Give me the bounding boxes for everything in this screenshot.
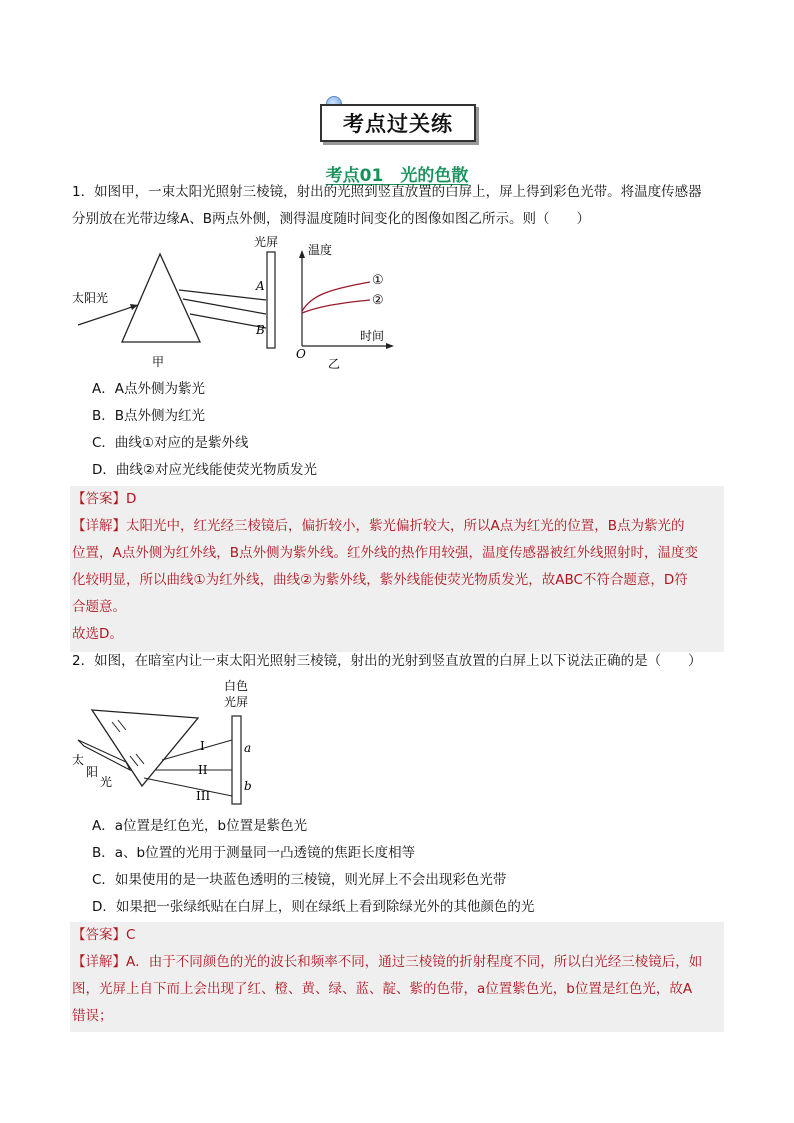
page-title: 考点过关练 [320, 104, 476, 142]
q1-answer: 【答案】D [72, 491, 137, 507]
sun-label-3: 光 [100, 775, 113, 789]
screen-label-1: 白色 [224, 679, 249, 693]
curve-1-label: ① [372, 273, 384, 288]
q2-answer: 【答案】C [72, 927, 136, 943]
point-a-label: a [244, 741, 252, 755]
q1-option-c[interactable]: C．曲线①对应的是紫外线 [92, 435, 249, 451]
ray-2-label: II [198, 763, 208, 777]
q1-figure-graph [290, 236, 400, 372]
figure-jia-label: 甲 [152, 355, 165, 369]
q1-detail-line-5: 故选D。 [72, 626, 123, 642]
x-axis-label: 时间 [360, 329, 385, 343]
q1-detail-line-1: 【详解】太阳光中，红光经三棱镜后，偏折较小，紫光偏折较大，所以A点为红光的位置，B点为紫光的 [72, 518, 685, 534]
q1-figure-prism [72, 232, 282, 372]
q2-detail-line-3: 错误； [72, 1008, 113, 1024]
q2-option-b[interactable]: B．a、b位置的光用于测量同一凸透镜的焦距长度相等 [92, 845, 416, 861]
origin-label: O [296, 347, 306, 361]
point-b-label: B [256, 323, 265, 337]
figure-yi-label: 乙 [328, 357, 341, 371]
q2-detail-line-2: 图，光屏上自下而上会出现了红、橙、黄、绿、蓝、靛、紫的色带，a位置紫色光，b位置是红色光，故A [72, 981, 693, 997]
section-heading: 考点01 光的色散 [325, 166, 469, 186]
screen-label-2: 光屏 [224, 695, 249, 709]
q1-option-d[interactable]: D．曲线②对应光线能使荧光物质发光 [92, 462, 317, 478]
point-b-label: b [244, 779, 252, 793]
q1-detail-line-2: 位置，A点外侧为红外线，B点外侧为紫外线。红外线的热作用较强，温度传感器被红外线照射时，温度变 [72, 545, 698, 561]
sun-label-1: 太 [72, 753, 85, 767]
q1-stem-line-2: 分别放在光带边缘A、B两点外侧，测得温度随时间变化的图像如图乙所示。则（ ） [72, 211, 590, 227]
sun-label: 太阳光 [72, 291, 109, 305]
q2-option-d[interactable]: D．如果把一张绿纸贴在白屏上，则在绿纸上看到除绿光外的其他颜色的光 [92, 899, 535, 915]
y-axis-label: 温度 [308, 243, 333, 257]
screen-label: 光屏 [254, 235, 279, 249]
q1-stem-line-1: 1．如图甲，一束太阳光照射三棱镜，射出的光照到竖直放置的白屏上，屏上得到彩色光带。将温度传感器 [72, 184, 702, 200]
q2-option-a[interactable]: A．a位置是红色光，b位置是紫色光 [92, 818, 308, 834]
q1-option-a[interactable]: A．A点外侧为紫光 [92, 381, 205, 397]
q2-stem: 2．如图，在暗室内让一束太阳光照射三棱镜，射出的光射到竖直放置的白屏上以下说法正确的是（ ） [72, 653, 702, 669]
q2-option-c[interactable]: C．如果使用的是一块蓝色透明的三棱镜，则光屏上不会出现彩色光带 [92, 872, 507, 888]
ray-3-label: III [196, 789, 211, 803]
q1-detail-line-4: 合题意。 [72, 599, 126, 615]
q1-detail-line-3: 化较明显，所以曲线①为红外线，曲线②为紫外线，紫外线能使荧光物质发光，故ABC不符合题意，D符 [72, 572, 688, 588]
curve-2-label: ② [372, 293, 384, 308]
q2-figure-prism [72, 674, 262, 812]
q1-option-b[interactable]: B．B点外侧为红光 [92, 408, 206, 424]
q2-detail-line-1: 【详解】A．由于不同颜色的光的波长和频率不同，通过三棱镜的折射程度不同，所以白光经三棱镜后，如 [72, 954, 703, 970]
point-a-label: A [256, 279, 265, 293]
sun-label-2: 阳 [86, 765, 99, 779]
ray-1-label: I [200, 739, 205, 753]
